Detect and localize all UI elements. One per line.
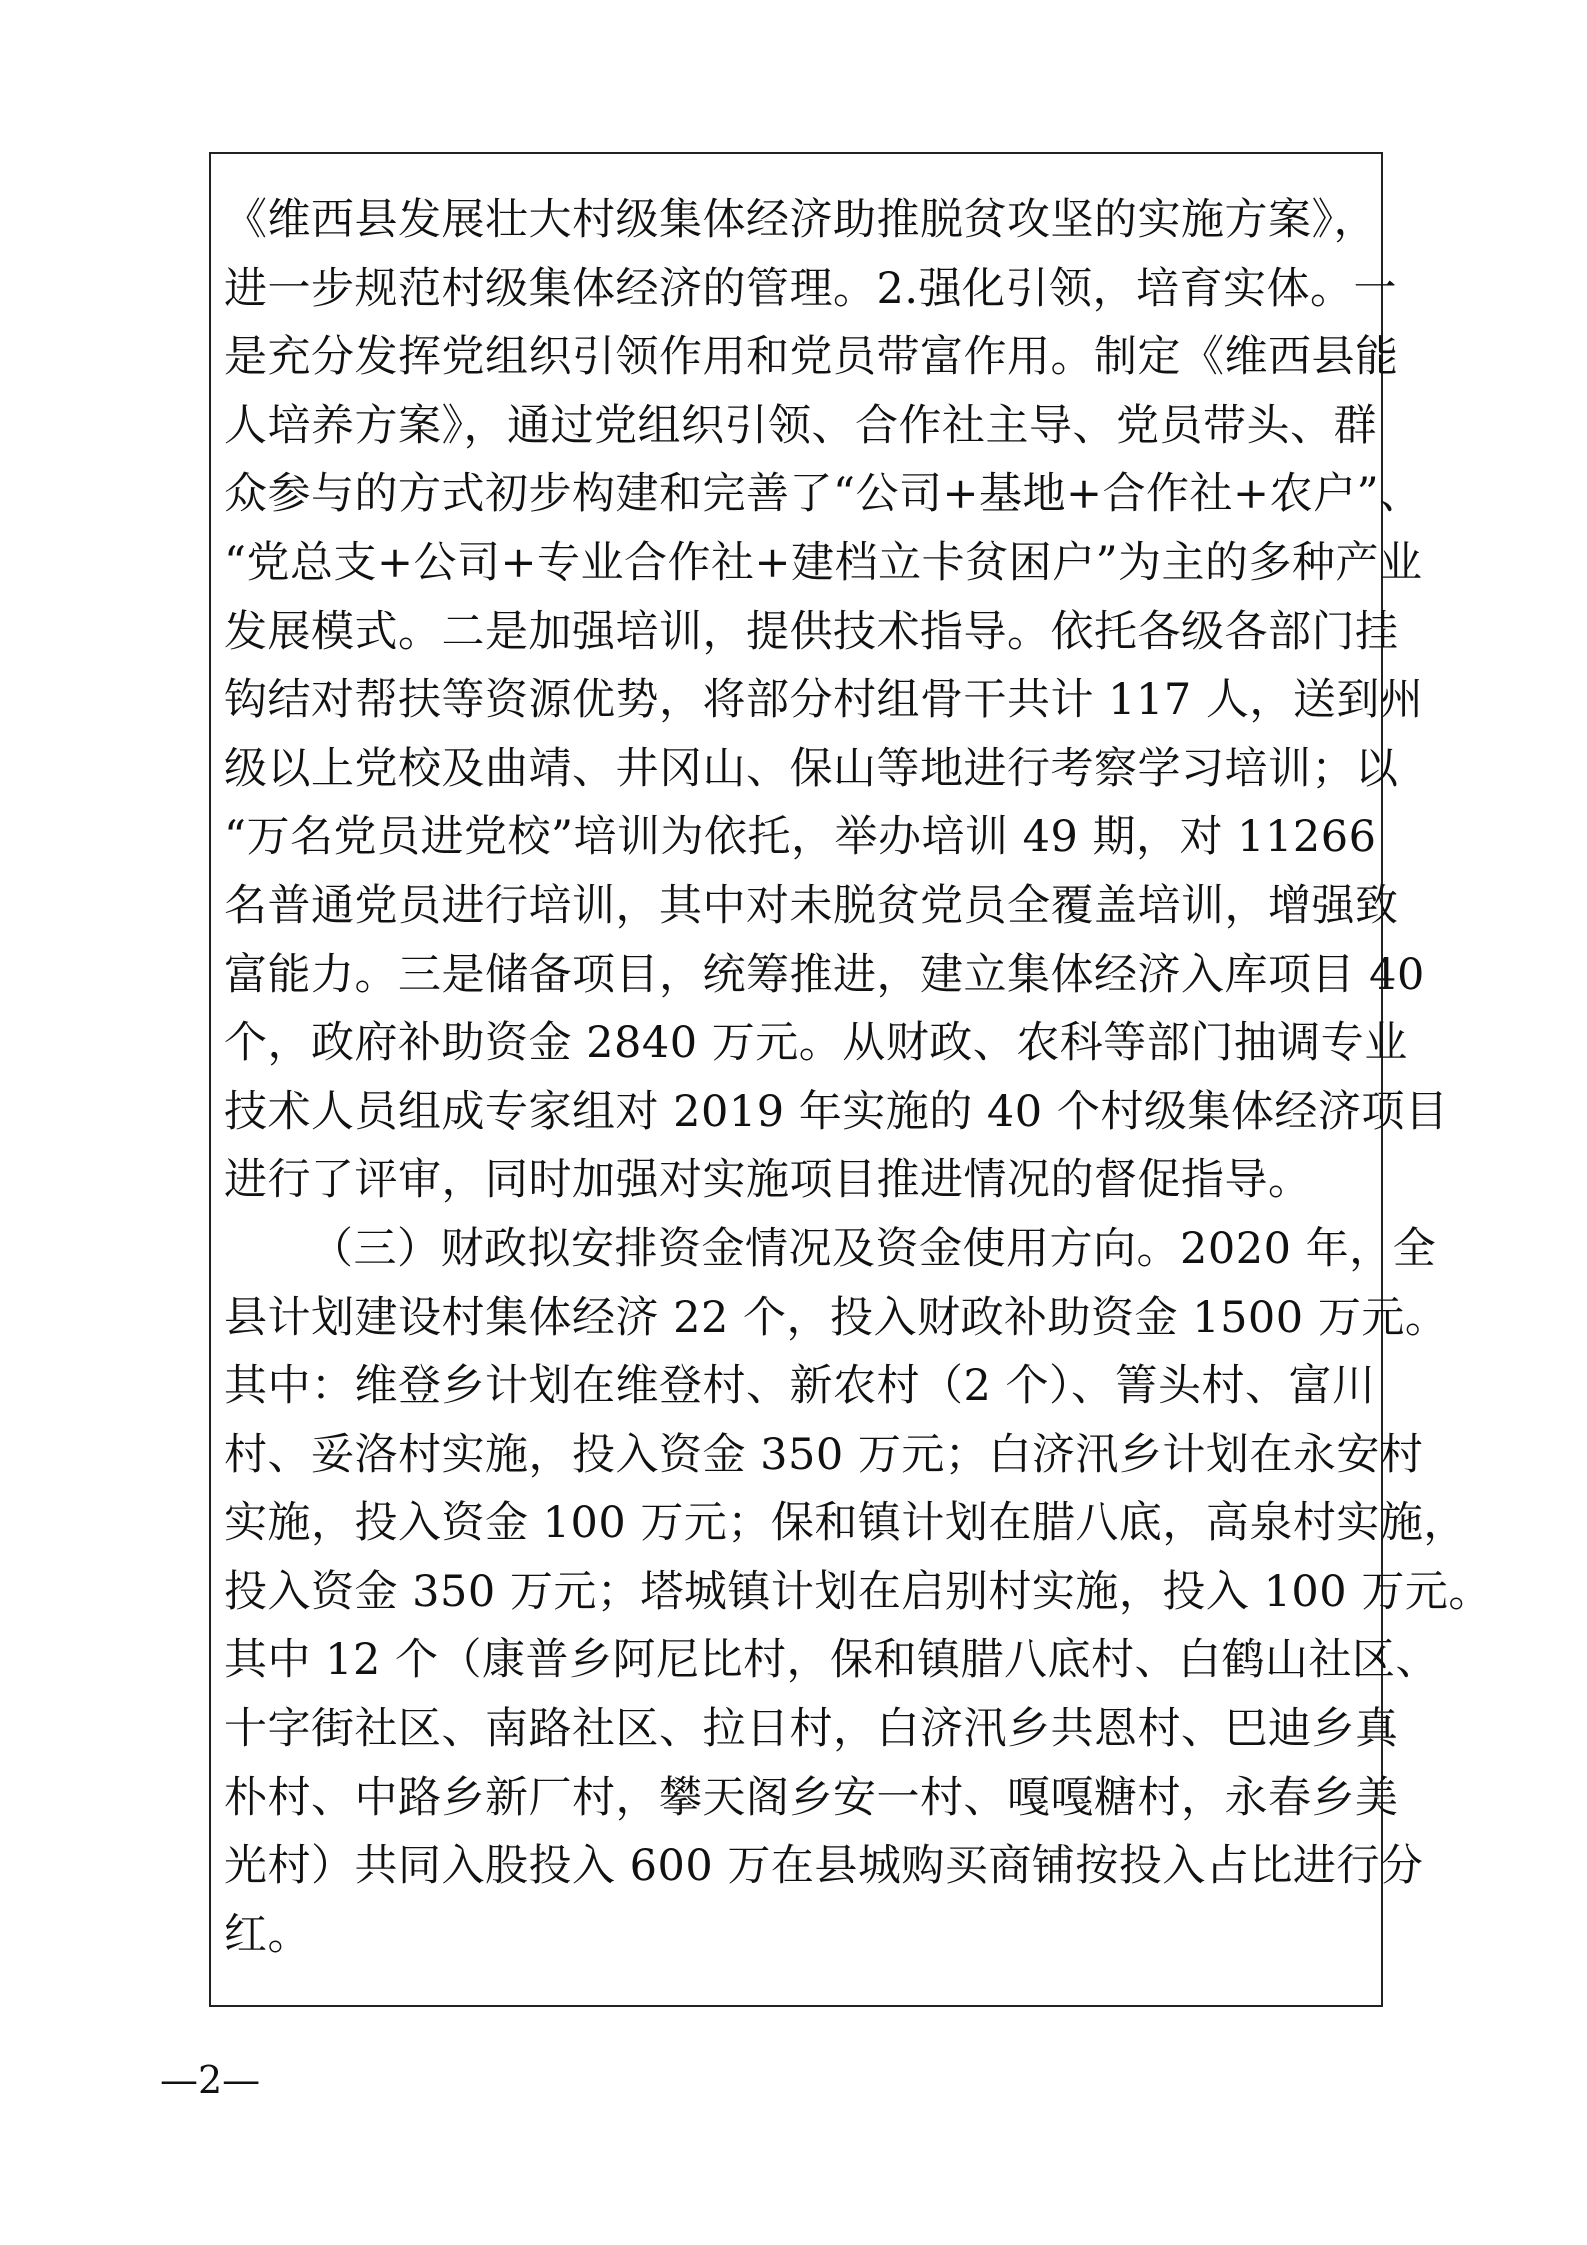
text-line: 红。 <box>224 1909 311 1960</box>
text-line: 实施，投入资金 100 万元；保和镇计划在腊八底，高泉村实施， <box>224 1498 1467 1549</box>
text-line: 县计划建设村集体经济 22 个，投入财政补助资金 1500 万元。 <box>224 1292 1449 1343</box>
text-line: 技术人员组成专家组对 2019 年实施的 40 个村级集体经济项目 <box>224 1086 1449 1137</box>
text-line: 个，政府补助资金 2840 万元。从财政、农科等部门抽调专业 <box>224 1018 1408 1069</box>
text-line: 其中 12 个（康普乡阿尼比村，保和镇腊八底村、白鹤山社区、 <box>224 1635 1440 1686</box>
text-line: 众参与的方式初步构建和完善了“公司+基地+合作社+农户”、 <box>224 469 1423 520</box>
text-line: 十字街社区、南路社区、拉日村，白济汛乡共恩村、巴迪乡真 <box>224 1704 1399 1755</box>
text-line: 朴村、中路乡新厂村，攀天阁乡安一村、嘎嘎糖村，永春乡美 <box>224 1772 1399 1823</box>
text-line: 富能力。三是储备项目，统筹推进，建立集体经济入库项目 40 <box>224 949 1425 1000</box>
text-line: 其中：维登乡计划在维登村、新农村（2 个）、箐头村、富川 <box>224 1361 1376 1412</box>
text-line: 投入资金 350 万元；塔城镇计划在启别村实施，投入 100 万元。 <box>224 1566 1492 1617</box>
text-line: 进一步规范村级集体经济的管理。2.强化引领，培育实体。一 <box>224 263 1398 314</box>
text-line: “党总支+公司+专业合作社+建档立卡贫困户”为主的多种产业 <box>224 537 1423 588</box>
text-line: 进行了评审，同时加强对实施项目推进情况的督促指导。 <box>224 1155 1312 1206</box>
text-line: 级以上党校及曲靖、井冈山、保山等地进行考察学习培训；以 <box>224 743 1399 794</box>
body-text <box>224 186 1492 1969</box>
text-line: 是充分发挥党组织引领作用和党员带富作用。制定《维西县能 <box>224 332 1399 383</box>
text-line: 《维西县发展壮大村级集体经济助推脱贫攻坚的实施方案》， <box>224 195 1377 245</box>
text-line: 光村）共同入股投入 600 万在县城购买商铺按投入占比进行分 <box>224 1841 1424 1892</box>
text-line: 钩结对帮扶等资源优势，将部分村组骨干共计 117 人，送到州 <box>224 675 1424 726</box>
text-line: （三）财政拟安排资金情况及资金使用方向。2020 年，全 <box>310 1223 1437 1274</box>
text-line: 发展模式。二是加强培训，提供技术指导。依托各级各部门挂 <box>224 606 1399 657</box>
text-line: 名普通党员进行培训，其中对未脱贫党员全覆盖培训，增强致 <box>224 880 1399 931</box>
page-number: —2— <box>160 2058 261 2102</box>
text-line: “万名党员进党校”培训为依托，举办培训 49 期，对 11266 <box>224 812 1377 863</box>
text-line: 村、妥洛村实施，投入资金 350 万元；白济汛乡计划在永安村 <box>224 1429 1424 1480</box>
text-line: 人培养方案》，通过党组织引领、合作社主导、党员带头、群 <box>224 400 1377 451</box>
